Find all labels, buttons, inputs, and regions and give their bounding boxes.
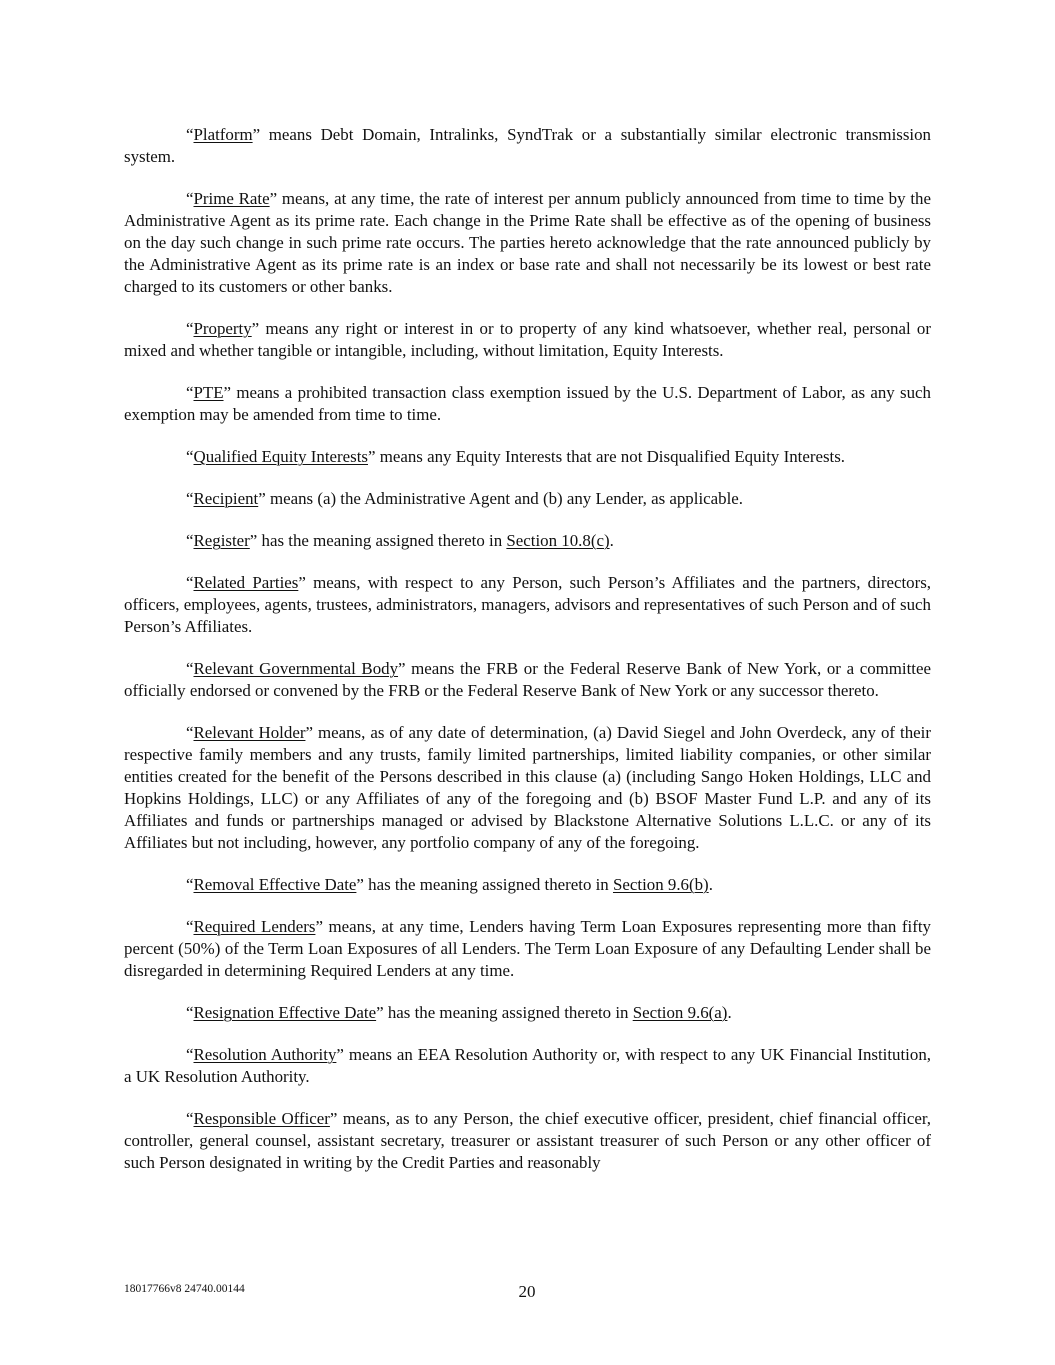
definition-paragraph: “Related Parties” means, with respect to any Person, such Person’s Affiliates and the partners, directors, officers, employees, agents, trustees, administrators, managers, advisors and representatives of such Person and of such Person’s Affiliates. — [124, 573, 931, 636]
defined-term: Register — [193, 531, 250, 550]
section-reference: Section 9.6(b) — [612, 875, 709, 894]
definition-text: ” means, at any time, Lenders having Term Loan Exposures representing more than fifty percent (50%) of the Term Loan Exposures of all Lenders. The Term Loan Exposure of any Defaulting Lender shall be disregarded in determining Required Lenders at any time. — [124, 917, 931, 980]
defined-term: Prime Rate — [193, 189, 270, 208]
defined-term: Property — [193, 319, 252, 338]
defined-term: Resolution Authority — [193, 1045, 337, 1064]
definition-paragraph: “Relevant Governmental Body” means the FRB or the Federal Reserve Bank of New York, or a committee officially endorsed or convened by the FRB or the Federal Reserve Bank of New York or any successor thereto. — [124, 659, 931, 700]
definition-paragraph: “PTE” means a prohibited transaction class exemption issued by the U.S. Department of Labor, as any such exemption may be amended from time to time. — [124, 383, 931, 424]
definition-text: ” means, as to any Person, the chief executive officer, president, chief financial officer, controller, general counsel, assistant secretary, treasurer or assistant treasurer of such Person or any other officer of such Person designated in writing by the Credit Parties and reasonably — [124, 1109, 931, 1172]
defined-term: Relevant Holder — [193, 723, 306, 742]
defined-term: PTE — [193, 383, 224, 402]
page-number: 20 — [518, 1282, 536, 1301]
definition-tail: . — [727, 1003, 732, 1022]
defined-term: Relevant Governmental Body — [193, 659, 399, 678]
definition-text: ” means, with respect to any Person, such Person’s Affiliates and the partners, directors, officers, employees, agents, trustees, administrators, managers, advisors and representatives of such Person and of such Person’s Affiliates. — [124, 573, 931, 636]
definition-text: ” means the FRB or the Federal Reserve Bank of New York, or a committee officially endorsed or convened by the FRB or the Federal Reserve Bank of New York or any successor thereto. — [124, 659, 931, 700]
definition-paragraph: “Property” means any right or interest in or to property of any kind whatsoever, whether real, personal or mixed and whether tangible or intangible, including, without limitation, Equity Interests. — [124, 319, 931, 360]
definition-paragraph: “Required Lenders” means, at any time, Lenders having Term Loan Exposures representing more than fifty percent (50%) of the Term Loan Exposures of all Lenders. The Term Loan Exposure of any Defaulting Lender shall be disregarded in determining Required Lenders at any time. — [124, 917, 931, 980]
definition-text: ” has the meaning assigned thereto in — [249, 531, 507, 550]
definition-paragraph: “Responsible Officer” means, as to any Person, the chief executive officer, president, chief financial officer, controller, general counsel, assistant secretary, treasurer or assistant treasurer of such Person or any other officer of such Person designated in writing by the Credit Parties and reasonably — [124, 1109, 931, 1172]
definition-paragraph: “Removal Effective Date” has the meaning assigned thereto in Section 9.6(b). — [186, 875, 713, 894]
definition-paragraph: “Relevant Holder” means, as of any date of determination, (a) David Siegel and John Overdeck, any of their respective family members and any trusts, family limited partnerships, limited liability companies, or other similar entities created for the benefit of the Persons described in this clause (a) (including Sango Hoken Holdings, LLC and Hopkins Holdings, LLC) or any Affiliates of any of the foregoing and (b) BSOF Master Fund L.P. and any of its Affiliates and funds or partnerships managed or advised by Blackstone Alternative Solutions L.L.C. or any of its Affiliates but not including, however, any portfolio company of any of the foregoing. — [124, 723, 931, 852]
defined-term: Qualified Equity Interests — [193, 447, 368, 466]
definition-paragraph: “Recipient” means (a) the Administrative Agent and (b) any Lender, as applicable. — [186, 489, 743, 508]
section-reference: Section 10.8(c) — [506, 531, 610, 550]
definitions-list — [124, 124, 931, 1174]
definition-text: ” means Debt Domain, Intralinks, SyndTrak or a substantially similar electronic transmission system. — [124, 125, 931, 166]
definition-text: ” means any Equity Interests that are not Disqualified Equity Interests. — [368, 447, 846, 466]
defined-term: Related Parties — [193, 573, 299, 592]
defined-term: Required Lenders — [193, 917, 316, 936]
definition-paragraph: “Register” has the meaning assigned thereto in Section 10.8(c). — [186, 531, 614, 550]
document-id: 18017766v8 24740.00144 — [124, 1283, 245, 1295]
definition-paragraph: “Resolution Authority” means an EEA Resolution Authority or, with respect to any UK Financial Institution, a UK Resolution Authority. — [124, 1045, 931, 1086]
definition-tail: . — [708, 875, 713, 894]
definition-text: ” means any right or interest in or to property of any kind whatsoever, whether real, personal or mixed and whether tangible or intangible, including, without limitation, Equity Interests. — [124, 319, 931, 360]
definition-paragraph: “Platform” means Debt Domain, Intralinks, SyndTrak or a substantially similar electronic transmission system. — [124, 125, 931, 166]
section-reference: Section 9.6(a) — [632, 1003, 728, 1022]
definition-paragraph: “Qualified Equity Interests” means any Equity Interests that are not Disqualified Equity Interests. — [186, 447, 846, 466]
defined-term: Recipient — [193, 489, 259, 508]
definition-text: ” has the meaning assigned thereto in — [356, 875, 613, 894]
definition-text: ” means, at any time, the rate of interest per annum publicly announced from time to time by the Administrative Agent as its prime rate. Each change in the Prime Rate shall be effective as of the opening of business on the day such change in such prime rate occurs. The parties hereto acknowledge that the rate announced publicly by the Administrative Agent as its prime rate is an index or base rate and shall not necessarily be its lowest or best rate charged to its customers or other banks. — [124, 189, 931, 296]
definition-text: ” means, as of any date of determination, (a) David Siegel and John Overdeck, any of their respective family members and any trusts, family limited partnerships, limited liability companies, or other similar entities created for the benefit of the Persons described in this clause (a) (including Sango Hoken Holdings, LLC and Hopkins Holdings, LLC) or any Affiliates of any of the foregoing and (b) BSOF Master Fund L.P. and any of its Affiliates and funds or partnerships managed or advised by Blackstone Alternative Solutions L.L.C. or any of its Affiliates but not including, however, any portfolio company of any of the foregoing. — [124, 723, 931, 852]
definition-text: ” means (a) the Administrative Agent and (b) any Lender, as applicable. — [258, 489, 743, 508]
defined-term: Removal Effective Date — [193, 875, 357, 894]
defined-term: Resignation Effective Date — [193, 1003, 377, 1022]
definition-text: ” has the meaning assigned thereto in — [376, 1003, 633, 1022]
definition-text: ” means an EEA Resolution Authority or, with respect to any UK Financial Institution, a UK Resolution Authority. — [124, 1045, 931, 1086]
definition-text: ” means a prohibited transaction class exemption issued by the U.S. Department of Labor, as any such exemption may be amended from time to time. — [124, 383, 931, 424]
definition-tail: . — [609, 531, 614, 550]
defined-term: Platform — [193, 125, 253, 144]
definition-paragraph: “Prime Rate” means, at any time, the rate of interest per annum publicly announced from time to time by the Administrative Agent as its prime rate. Each change in the Prime Rate shall be effective as of the opening of business on the day such change in such prime rate occurs. The parties hereto acknowledge that the rate announced publicly by the Administrative Agent as its prime rate is an index or base rate and shall not necessarily be its lowest or best rate charged to its customers or other banks. — [124, 189, 931, 296]
definition-paragraph: “Resignation Effective Date” has the meaning assigned thereto in Section 9.6(a). — [186, 1003, 732, 1022]
defined-term: Responsible Officer — [193, 1109, 330, 1128]
